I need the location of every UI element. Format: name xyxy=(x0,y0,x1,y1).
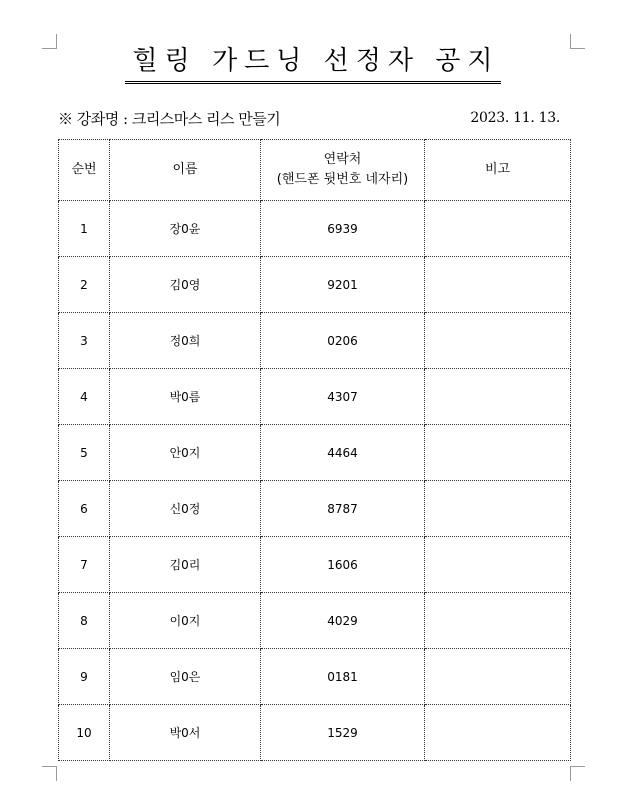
table-row xyxy=(59,481,571,537)
row-contact: 4307 xyxy=(261,369,425,425)
row-note xyxy=(425,425,571,481)
row-number: 7 xyxy=(59,537,110,593)
table-row xyxy=(59,593,571,649)
table-row xyxy=(59,369,571,425)
row-name: 장0윤 xyxy=(110,201,261,257)
row-note xyxy=(425,593,571,649)
selected-participants-table xyxy=(58,139,571,761)
crop-mark-bottom-right xyxy=(570,766,585,781)
table-row xyxy=(59,257,571,313)
header-number: 순번 xyxy=(59,140,110,201)
table-header-row xyxy=(59,140,571,201)
table-row xyxy=(59,537,571,593)
row-note xyxy=(425,313,571,369)
table-row xyxy=(59,313,571,369)
row-name: 임0은 xyxy=(110,649,261,705)
row-contact: 8787 xyxy=(261,481,425,537)
row-contact: 4464 xyxy=(261,425,425,481)
table-row xyxy=(59,705,571,761)
document-title-text: 힐링 가드닝 선정자 공지 xyxy=(125,40,502,84)
row-name: 이0지 xyxy=(110,593,261,649)
row-number: 8 xyxy=(59,593,110,649)
table-row xyxy=(59,425,571,481)
document-title xyxy=(0,40,626,84)
row-note xyxy=(425,369,571,425)
row-number: 9 xyxy=(59,649,110,705)
row-contact: 4029 xyxy=(261,593,425,649)
row-contact: 6939 xyxy=(261,201,425,257)
header-contact xyxy=(261,140,425,201)
row-note xyxy=(425,537,571,593)
row-note xyxy=(425,257,571,313)
row-note xyxy=(425,481,571,537)
row-name: 김0영 xyxy=(110,257,261,313)
row-contact: 0181 xyxy=(261,649,425,705)
row-note xyxy=(425,705,571,761)
row-name: 정0희 xyxy=(110,313,261,369)
crop-mark-bottom-left xyxy=(42,766,57,781)
row-contact: 0206 xyxy=(261,313,425,369)
row-number: 2 xyxy=(59,257,110,313)
table-row xyxy=(59,201,571,257)
row-number: 6 xyxy=(59,481,110,537)
row-contact: 1529 xyxy=(261,705,425,761)
row-note xyxy=(425,649,571,705)
row-name: 박0름 xyxy=(110,369,261,425)
notice-date: 2023. 11. 13. xyxy=(470,110,560,126)
row-number: 4 xyxy=(59,369,110,425)
row-name: 김0리 xyxy=(110,537,261,593)
row-note xyxy=(425,201,571,257)
row-number: 5 xyxy=(59,425,110,481)
row-number: 1 xyxy=(59,201,110,257)
row-number: 3 xyxy=(59,313,110,369)
course-name-line: ※ 강좌명 : 크리스마스 리스 만들기 xyxy=(58,110,281,128)
row-name: 안0지 xyxy=(110,425,261,481)
header-contact-subtitle: (핸드폰 뒷번호 네자리) xyxy=(276,172,409,187)
row-name: 박0서 xyxy=(110,705,261,761)
row-name: 신0정 xyxy=(110,481,261,537)
row-contact: 9201 xyxy=(261,257,425,313)
table-row xyxy=(59,649,571,705)
row-number: 10 xyxy=(59,705,110,761)
header-contact-title: 연락처 xyxy=(323,152,362,167)
header-note: 비고 xyxy=(425,140,571,201)
row-contact: 1606 xyxy=(261,537,425,593)
header-name: 이름 xyxy=(110,140,261,201)
